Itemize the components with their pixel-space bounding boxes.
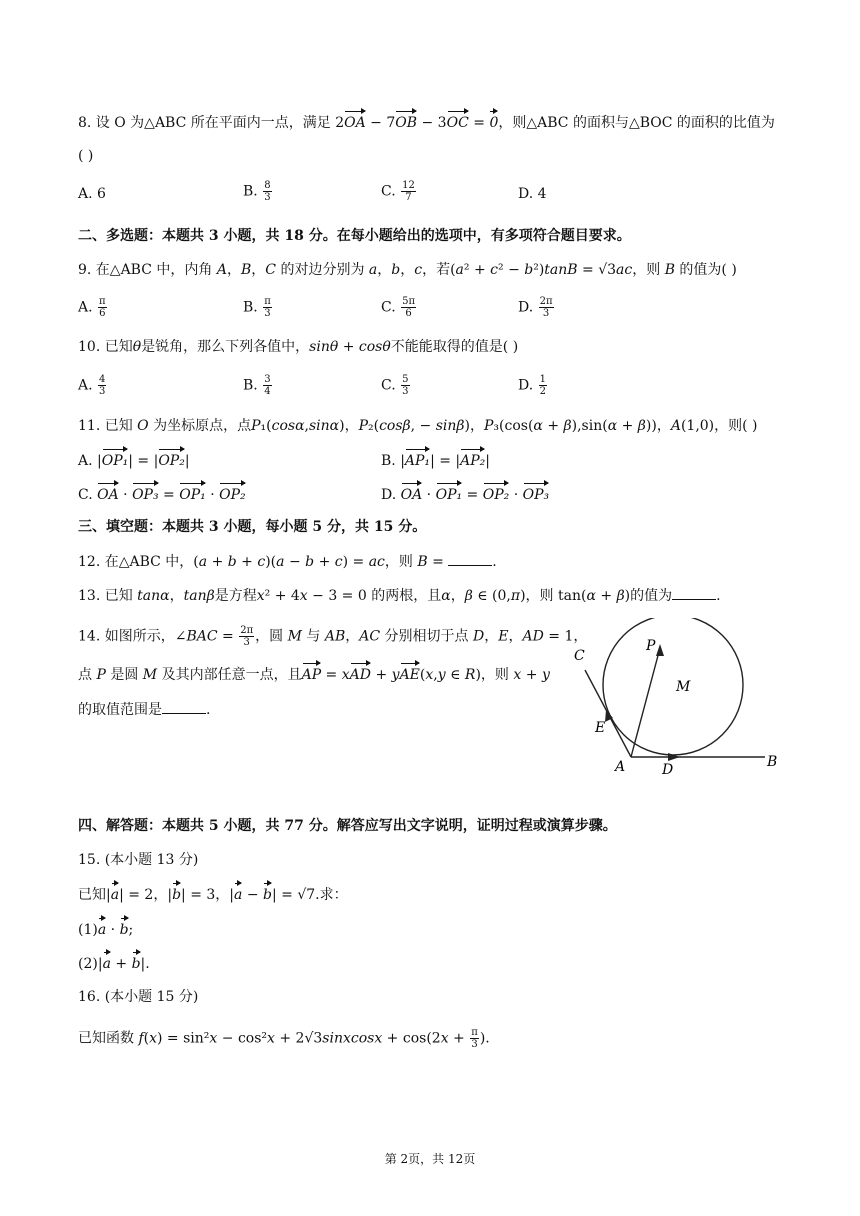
label-e: E	[595, 720, 606, 736]
q9-option-c: C. $\frac{5\pi}{6}$	[381, 296, 416, 319]
q12-stem: 12. 在△ABC 中，(a + b + c)(a − b + c) = ac，则 B = .	[78, 551, 497, 572]
q15-stem: 已知|a| = 2，|b| = 3，|a − b| = √7.求：	[78, 887, 348, 903]
vec-oa: OA	[344, 115, 366, 131]
q13-answer-blank[interactable]	[672, 585, 716, 600]
q15-part-1: (1)a · b;	[78, 922, 134, 938]
q16-header: 16. (本小题 15 分)	[78, 989, 199, 1005]
q14-figure	[560, 618, 790, 788]
q11-option-c: C. OA · OP₃ = OP₁ · OP₂	[78, 487, 246, 503]
q8-option-a: A. 6	[78, 186, 106, 202]
label-m: M	[676, 679, 691, 695]
section-2-heading: 二、多选题：本题共 3 小题，共 18 分。在每小题给出的选项中，有多项符合题目要求。	[78, 228, 631, 244]
q8-stem: 8. 设 O 为△ABC 所在平面内一点，满足 2OA − 7OB − 3OC = 0，则△ABC 的面积与△BOC 的面积的比值为	[78, 115, 775, 131]
q14-answer-blank[interactable]	[162, 699, 206, 714]
q10-option-c: C. $\frac{5}{3}$	[381, 374, 409, 397]
q9-option-d: D. $\frac{2\pi}{3}$	[518, 296, 553, 319]
circle-m	[603, 618, 743, 755]
label-b: B	[767, 754, 778, 770]
q11-option-a: A. |OP₁| = |OP₂|	[78, 453, 190, 469]
q15-header: 15. (本小题 13 分)	[78, 852, 199, 868]
q8-text-a: 8. 设 O 为△ABC 所在平面内一点，满足 2	[78, 115, 345, 131]
vec-oc: OC	[446, 115, 469, 131]
q10-stem: 10. 已知θ是锐角，那么下列各值中，sinθ + cosθ不能能取得的值是( )	[78, 339, 519, 355]
q10-option-a: A. $\frac{4}{3}$	[78, 374, 106, 397]
q12-answer-blank[interactable]	[448, 551, 492, 566]
section-3-heading: 三、填空题：本题共 3 小题，每小题 5 分，共 15 分。	[78, 519, 427, 535]
q8-option-d: D. 4	[518, 186, 547, 202]
q11-option-b: B. |AP₁| = |AP₂|	[381, 453, 491, 469]
q14-line-3: 的取值范围是 .	[78, 699, 210, 720]
arrow-ap	[656, 644, 664, 656]
q9-option-b: B. $\frac{\pi}{3}$	[243, 296, 271, 319]
q8-option-b: B. $\frac{8}{3}$	[243, 180, 271, 203]
q13-stem: 13. 已知 tanα，tanβ是方程x² + 4x − 3 = 0 的两根，且α，β ∈ (0,π)，则 tan(α + β)的值为 .	[78, 585, 721, 606]
label-c: C	[574, 648, 585, 664]
q8-text-b: ，则△ABC 的面积与△BOC 的面积的比值为	[498, 115, 775, 131]
q14-line-2: 点 P 是圆 M 及其内部任意一点，且AP = xAD + yAE(x,y ∈ R)，则 x + y	[78, 667, 550, 683]
label-p: P	[646, 638, 656, 654]
section-4-heading: 四、解答题：本题共 5 小题，共 77 分。解答应写出文字说明，证明过程或演算步骤。	[78, 818, 617, 834]
q10-option-d: D. $\frac{1}{2}$	[518, 374, 547, 397]
q8-paren: ( )	[78, 148, 94, 164]
vector-ap	[631, 648, 660, 757]
q8-option-c: C. $\frac{12}{7}$	[381, 180, 415, 203]
q15-part-2: (2)|a + b|.	[78, 956, 150, 972]
q10-option-b: B. $\frac{3}{4}$	[243, 374, 271, 397]
q9-stem: 9. 在△ABC 中，内角 A，B，C 的对边分别为 a，b，c，若(a² + c² − b²)tanB = √3ac，则 B 的值为( )	[78, 262, 737, 278]
label-a: A	[615, 759, 626, 775]
q16-stem: 已知函数 f(x) = sin²x − cos²x + 2√3sinxcosx + cos(2x + $\frac{\pi}{3}$ ).	[78, 1027, 490, 1050]
vec-ob: OB	[395, 115, 418, 131]
q9-option-a: A. $\frac{\pi}{6}$	[78, 296, 106, 319]
q14-line-1: 14. 如图所示，∠BAC = $\frac{2\pi}{3}$ ，圆 M 与 AB，AC 分别相切于点 D，E，AD = 1，	[78, 625, 588, 648]
vec-zero: 0	[489, 115, 499, 131]
page-footer: 第 2页，共 12页	[384, 1152, 476, 1166]
label-d: D	[662, 762, 674, 778]
q11-stem: 11. 已知 O 为坐标原点，点P₁(cosα,sinα)，P₂(cosβ, − sinβ)，P₃(cos(α + β),sin(α + β))，A(1,0)，则( )	[78, 418, 758, 434]
q11-option-d: D. OA · OP₁ = OP₂ · OP₃	[381, 487, 550, 503]
